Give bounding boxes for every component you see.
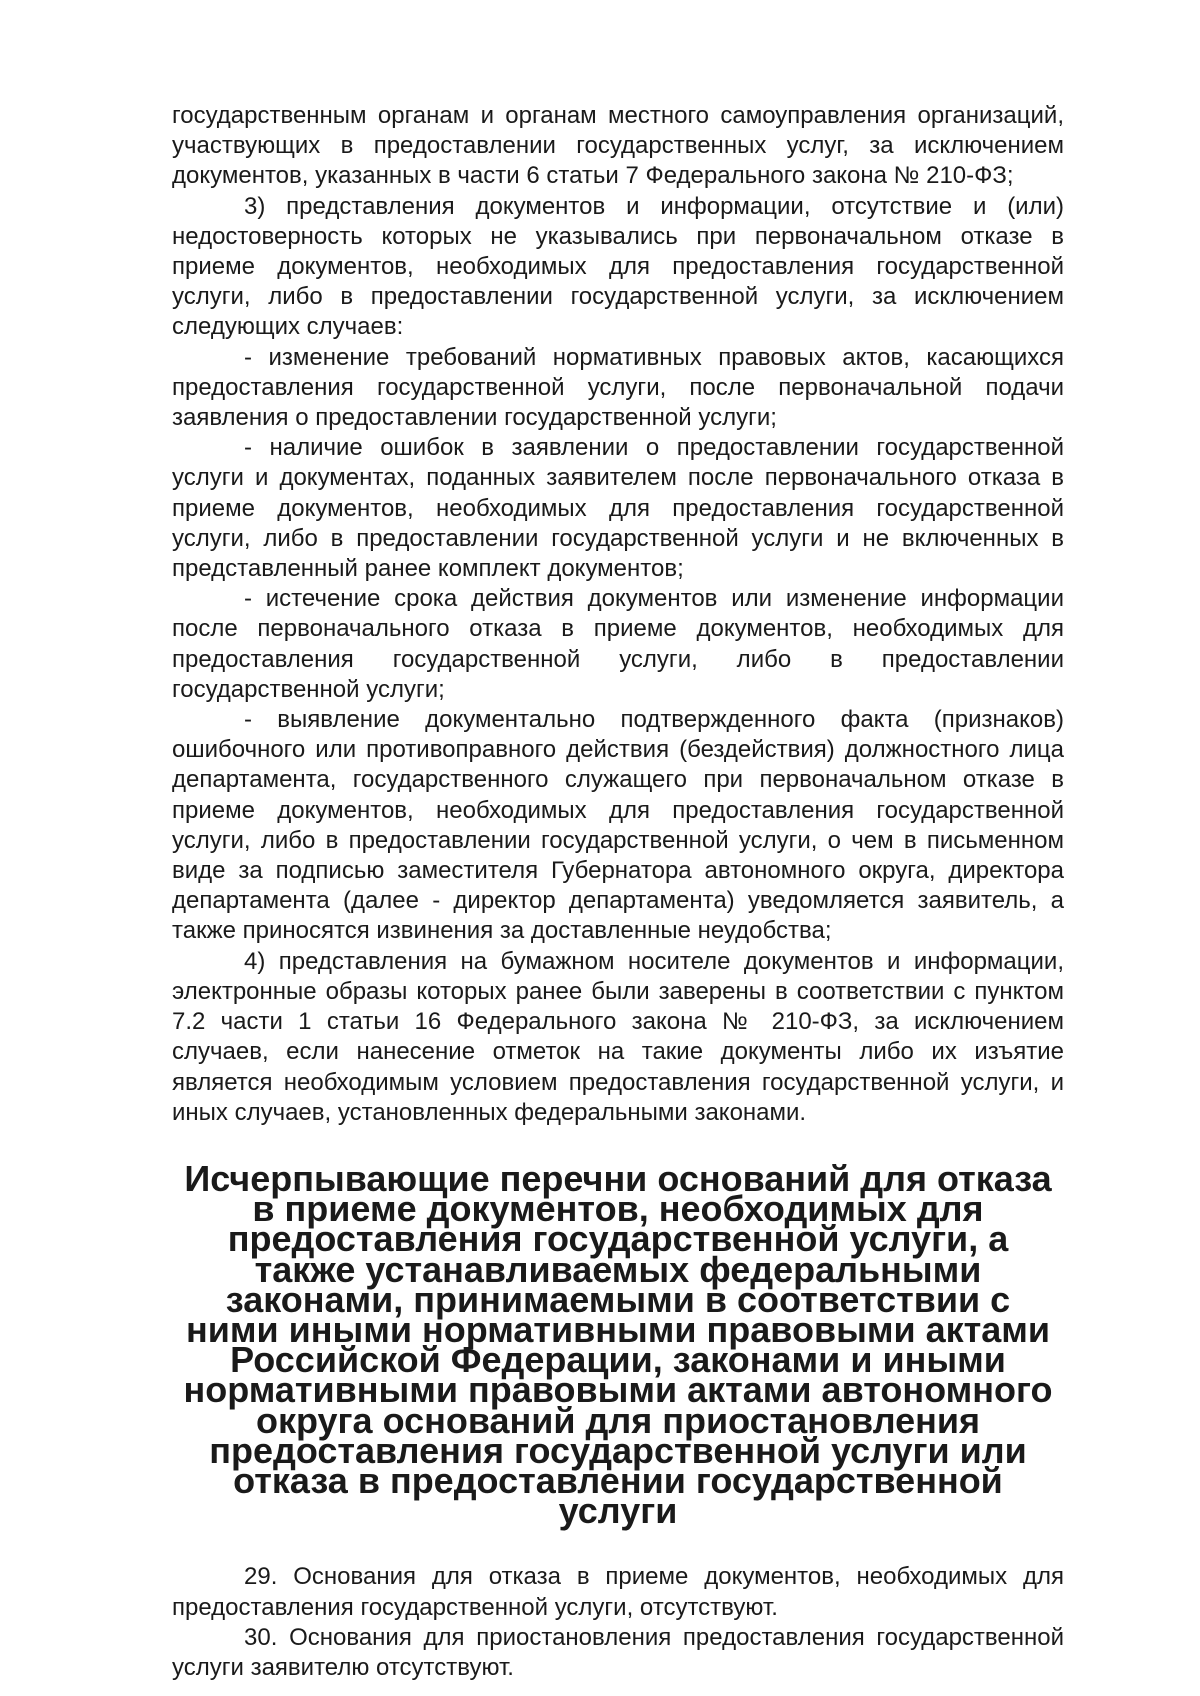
paragraph-item-4: 4) представления на бумажном носителе документов и информации, электронные образы которых ранее были заверены в соответствии с пунктом 7.2 части 1 статьи 16 Федерального закона № 210-ФЗ, за исключением случаев, если нанесение отметок на такие документы либо их изъятие является необходимым условием предоставления государственной услуги, и иных случаев, установленных федеральными законами. [172, 947, 1064, 1126]
paragraph-item-3: 3) представления документов и информации, отсутствие и (или) недостоверность которых не указывались при первоначальном отказе в приеме документов, необходимых для предоставления государственной услуги, либо в предоставлении государственной услуги, за исключением следующих случаев: [172, 192, 1064, 341]
paragraph-continuation: государственным органам и органам местного самоуправления организаций, участвующих в предоставлении государственных услуг, за исключением документов, указанных в части 6 статьи 7 Федерального закона № 210-ФЗ; [172, 102, 1064, 190]
paragraph-29: 29. Основания для отказа в приеме документов, необходимых для предоставления государственной услуги, отсутствуют. [172, 1563, 1064, 1621]
paragraph-dash-expiration: - истечение срока действия документов или изменение информации после первоначального отказа в приеме документов, необходимых для предоставления государственной услуги, либо в предоставлении государственной услуги; [172, 585, 1064, 703]
paragraph-dash-misconduct: - выявление документально подтвержденного факта (признаков) ошибочного или противоправного действия (бездействия) должностного лица департамента, государственного служащего при первоначальном отказе в приеме документов, необходимых для предоставления государственной услуги, либо в предоставлении государственной услуги, о чем в письменном виде за подписью заместителя Губернатора автономного округа, директора департамента (далее - директор департамента) уведомляется заявитель, а также приносятся извинения за доставленные неудобства; [172, 706, 1064, 945]
section-heading: Исчерпывающие перечни оснований для отказа в приеме документов, необходимых для предоставления государственной услуги, а также устанавливаемых федеральными законами, принимаемыми в соответствии с ними иными нормативными правовыми актами Российской Федерации, законами и иными нормативными правовыми актами автономного округа оснований для приостановления предоставления государственной услуги или отказа в предоставлении государственной услуги [183, 1157, 1053, 1532]
paragraph-30: 30. Основания для приостановления предоставления государственной услуги заявителю отсутствуют. [172, 1623, 1064, 1681]
paragraph-dash-requirements-change: - изменение требований нормативных правовых актов, касающихся предоставления государственной услуги, после первоначальной подачи заявления о предоставлении государственной услуги; [172, 343, 1064, 432]
paragraph-dash-errors: - наличие ошибок в заявлении о предоставлении государственной услуги и документах, поданных заявителем после первоначального отказа в приеме документов, необходимых для предоставления государственной услуги, либо в предоставлении государственной услуги и не включенных в представленный ранее комплект документов; [172, 434, 1064, 583]
